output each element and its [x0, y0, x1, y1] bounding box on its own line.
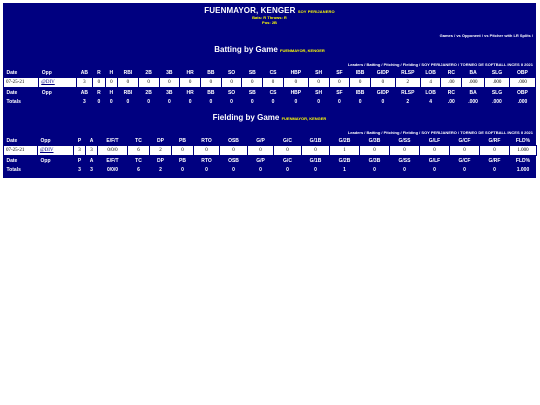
- col-header-lob: LOB: [425, 89, 436, 96]
- fielding-subtitle: FUENMAYOR, KENGER: [281, 116, 327, 121]
- col-header-3b: 3B: [166, 69, 173, 76]
- total-g-rf: 0: [493, 166, 496, 173]
- batting-title: [3, 45, 536, 54]
- opponent-cell[interactable]: [39, 78, 76, 88]
- col-header-h: H: [109, 69, 114, 76]
- col-header-rc: RC: [447, 89, 455, 96]
- col-header-rc: RC: [447, 69, 455, 76]
- cell-g-c: 0: [274, 146, 302, 156]
- total-g-3b: 0: [373, 166, 376, 173]
- total-e-f-t: 0/0/0: [106, 166, 119, 173]
- col-header-rlsp: RLSP: [401, 69, 415, 76]
- col-header-rto: RTO: [201, 157, 212, 164]
- player-name: FUENMAYOR, KENGER: [204, 6, 296, 15]
- cell-gidp: 0: [370, 78, 395, 88]
- total-rlsp: 2: [406, 98, 410, 105]
- opponent-cell[interactable]: [38, 146, 74, 156]
- stats-panel: [3, 3, 536, 178]
- col-header-g-1b: G/1B: [309, 157, 322, 164]
- cell-rto: 0: [194, 146, 220, 156]
- cell-g-2b: 1: [330, 146, 360, 156]
- total-gidp: 0: [381, 98, 385, 105]
- col-header-date: Date: [6, 89, 18, 96]
- total-opp: [38, 165, 74, 174]
- cell-tc: 6: [128, 146, 150, 156]
- total-slg: .000: [492, 98, 502, 105]
- col-header-osb: OSB: [228, 157, 239, 164]
- col-header-opp: Opp: [40, 137, 51, 144]
- cell-g-p: 0: [248, 146, 274, 156]
- cell-g-rf: 0: [480, 146, 510, 156]
- total-g-c: 0: [286, 166, 289, 173]
- cell-e-f-t: 0/0/0: [98, 146, 128, 156]
- total-3b: 0: [167, 98, 171, 105]
- col-header-bb: BB: [207, 89, 215, 96]
- col-header-g-c: G/C: [283, 137, 292, 144]
- col-header-sh: SH: [315, 69, 323, 76]
- cell-hbp: 0: [283, 78, 308, 88]
- team-link[interactable]: SOY PERIJANERO: [297, 9, 335, 14]
- batting-title-text: Batting by Game: [214, 45, 278, 54]
- col-header-r: R: [97, 69, 101, 76]
- totals-label: Totals: [6, 166, 21, 173]
- col-header-a: A: [89, 137, 94, 144]
- col-header-pb: PB: [179, 157, 186, 164]
- total-g-2b: 1: [343, 166, 346, 173]
- total-rbi: 0: [126, 98, 130, 105]
- opponent-link[interactable]: @DIV: [40, 148, 54, 153]
- col-header-g-1b: G/1B: [309, 137, 322, 144]
- total-hr: 0: [188, 98, 192, 105]
- cell-g-ss: 0: [390, 146, 420, 156]
- table-row: [4, 146, 537, 156]
- cell-rbi: 0: [118, 78, 139, 88]
- total-g-p: 0: [259, 166, 262, 173]
- col-header-rto: RTO: [201, 137, 212, 144]
- total-lob: 4: [429, 98, 432, 105]
- col-header-p: P: [77, 157, 82, 164]
- col-header-osb: OSB: [228, 137, 239, 144]
- fielding-title: [3, 113, 536, 122]
- total-a: 3: [90, 166, 93, 173]
- total-fldpct: 1.000: [516, 166, 530, 173]
- col-header-ab: AB: [80, 89, 88, 96]
- totals-label: Totals: [6, 98, 21, 105]
- batting-header-row-bottom: [4, 88, 536, 98]
- col-header-fldpct: FLD%: [515, 157, 531, 164]
- col-header-dp: DP: [157, 137, 164, 144]
- cell-ab: 3: [76, 78, 93, 88]
- player-header: [3, 6, 536, 15]
- fielding-table: [3, 136, 537, 174]
- col-header-sb: SB: [248, 89, 256, 96]
- col-header-opp: Opp: [41, 89, 52, 96]
- cell-date: 07-25-21: [4, 78, 39, 88]
- col-header-cs: CS: [269, 89, 277, 96]
- cell-sf: 0: [329, 78, 350, 88]
- cell-hr: 0: [180, 78, 201, 88]
- fielding-totals-row: [4, 165, 537, 174]
- total-tc: 6: [137, 166, 140, 173]
- col-header-hr: HR: [186, 89, 194, 96]
- total-bb: 0: [209, 98, 213, 105]
- cell-dp: 2: [150, 146, 172, 156]
- total-dp: 2: [159, 166, 162, 173]
- col-header-rlsp: RLSP: [401, 89, 415, 96]
- col-header-sb: SB: [248, 69, 256, 76]
- col-header-h: H: [109, 89, 114, 96]
- col-header-sh: SH: [315, 89, 323, 96]
- cell-fldpct: 1.000: [510, 146, 537, 156]
- fielding-nav-links[interactable]: Leaders / Batting / Pitching / Fielding / SOY PERIJANERO / TORNEO DE SOFTBALL INCES II 2021: [347, 130, 533, 135]
- col-header-g-3b: G/3B: [368, 157, 381, 164]
- col-header-3b: 3B: [166, 89, 173, 96]
- total-osb: 0: [232, 166, 235, 173]
- batting-table: [3, 68, 536, 106]
- total-ibb: 0: [358, 98, 362, 105]
- total-pb: 0: [181, 166, 184, 173]
- total-h: 0: [109, 98, 113, 105]
- opponent-link[interactable]: @DIV: [41, 80, 55, 85]
- cell-g-lf: 0: [420, 146, 450, 156]
- col-header-r: R: [97, 89, 101, 96]
- col-header-p: P: [77, 137, 82, 144]
- total-opp: [39, 97, 76, 106]
- col-header-dp: DP: [157, 157, 164, 164]
- col-header-ibb: IBB: [355, 89, 365, 96]
- col-header-date: Date: [6, 157, 18, 164]
- bats-throws: Bats: R Throws: R: [252, 15, 287, 20]
- cell-ibb: 0: [350, 78, 371, 88]
- cell-ba: .000: [462, 78, 485, 88]
- cell-sb: 0: [242, 78, 263, 88]
- cell-2b: 0: [138, 78, 159, 88]
- col-header-sf: SF: [336, 89, 343, 96]
- col-header-rbi: RBI: [123, 89, 133, 96]
- total-rto: 0: [205, 166, 208, 173]
- cell-g-1b: 0: [302, 146, 330, 156]
- col-header-e-f-t: E/F/T: [106, 137, 119, 144]
- col-header-g-lf: G/LF: [428, 137, 441, 144]
- cell-osb: 0: [220, 146, 248, 156]
- col-header-cs: CS: [269, 69, 277, 76]
- col-header-g-p: G/P: [256, 157, 265, 164]
- col-header-fldpct: FLD%: [515, 137, 531, 144]
- total-ab: 3: [82, 98, 86, 105]
- col-header-hbp: HBP: [290, 69, 302, 76]
- cell-cs: 0: [263, 78, 284, 88]
- col-header-so: SO: [227, 69, 236, 76]
- cell-bb: 0: [200, 78, 221, 88]
- col-header-slg: SLG: [491, 89, 503, 96]
- col-header-g-ss: G/SS: [398, 137, 411, 144]
- col-header-sf: SF: [336, 69, 343, 76]
- split-links[interactable]: Games / vs Opponent / vs Pitcher with LR Splits /: [439, 33, 533, 38]
- batting-totals-row: [4, 97, 536, 106]
- col-header-g-rf: G/RF: [488, 137, 501, 144]
- col-header-tc: TC: [135, 157, 142, 164]
- cell-pb: 0: [172, 146, 194, 156]
- col-header-2b: 2B: [145, 69, 152, 76]
- col-header-date: Date: [6, 69, 18, 76]
- fielding-header-row-bottom: [4, 156, 537, 166]
- total-r: 0: [97, 98, 101, 105]
- col-header-date: Date: [6, 137, 18, 144]
- cell-g-cf: 0: [450, 146, 480, 156]
- total-obp: .000: [517, 98, 528, 105]
- col-header-a: A: [89, 157, 94, 164]
- col-header-opp: Opp: [40, 157, 51, 164]
- cell-g-3b: 0: [360, 146, 390, 156]
- col-header-g-2b: G/2B: [338, 157, 351, 164]
- col-header-so: SO: [227, 89, 236, 96]
- total-sf: 0: [337, 98, 341, 105]
- total-sb: 0: [250, 98, 254, 105]
- col-header-gidp: GIDP: [376, 89, 390, 96]
- total-g-lf: 0: [433, 166, 436, 173]
- total-sh: 0: [317, 98, 321, 105]
- cell-lob: 4: [420, 78, 441, 88]
- total-g-ss: 0: [403, 166, 406, 173]
- col-header-bb: BB: [207, 69, 215, 76]
- col-header-g-cf: G/CF: [458, 157, 471, 164]
- cell-r: 0: [93, 78, 105, 88]
- batting-header-row: [4, 68, 536, 78]
- cell-sh: 0: [308, 78, 329, 88]
- col-header-lob: LOB: [425, 69, 436, 76]
- col-header-gidp: GIDP: [376, 69, 390, 76]
- table-row: [4, 78, 536, 88]
- fielding-title-text: Fielding by Game: [212, 113, 280, 122]
- col-header-g-lf: G/LF: [428, 157, 441, 164]
- col-header-g-p: G/P: [256, 137, 265, 144]
- total-rc: .00: [447, 98, 455, 105]
- col-header-ibb: IBB: [355, 69, 365, 76]
- cell-h: 0: [105, 78, 117, 88]
- fielding-header-row: [4, 136, 537, 146]
- col-header-g-cf: G/CF: [458, 137, 471, 144]
- total-hbp: 0: [294, 98, 298, 105]
- batting-nav-links[interactable]: Leaders / Batting / Pitching / Fielding / SOY PERIJANERO / TORNEO DE SOFTBALL INCES II 2021: [347, 62, 533, 67]
- cell-a: 3: [86, 146, 98, 156]
- cell-p: 3: [74, 146, 86, 156]
- col-header-pb: PB: [179, 137, 186, 144]
- col-header-rbi: RBI: [123, 69, 133, 76]
- col-header-ab: AB: [80, 69, 88, 76]
- cell-date: 07-25-21: [4, 146, 38, 156]
- total-g-1b: 0: [314, 166, 317, 173]
- col-header-hr: HR: [186, 69, 194, 76]
- col-header-ba: BA: [469, 89, 477, 96]
- col-header-2b: 2B: [145, 89, 152, 96]
- cell-rc: .00: [441, 78, 462, 88]
- col-header-g-3b: G/3B: [368, 137, 381, 144]
- col-header-g-c: G/C: [283, 157, 292, 164]
- col-header-tc: TC: [135, 137, 142, 144]
- col-header-hbp: HBP: [290, 89, 302, 96]
- total-2b: 0: [147, 98, 151, 105]
- total-ba: .000: [468, 98, 478, 105]
- col-header-slg: SLG: [491, 69, 503, 76]
- total-g-cf: 0: [463, 166, 466, 173]
- cell-3b: 0: [159, 78, 180, 88]
- cell-rlsp: 2: [395, 78, 420, 88]
- col-header-g-2b: G/2B: [338, 137, 351, 144]
- position: Pos: 2B: [262, 20, 277, 25]
- col-header-ba: BA: [469, 69, 477, 76]
- col-header-g-ss: G/SS: [398, 157, 411, 164]
- col-header-obp: OBP: [517, 89, 528, 96]
- cell-so: 0: [221, 78, 242, 88]
- col-header-e-f-t: E/F/T: [106, 157, 119, 164]
- col-header-obp: OBP: [517, 69, 528, 76]
- col-header-g-rf: G/RF: [488, 157, 501, 164]
- total-p: 3: [78, 166, 81, 173]
- batting-subtitle: FUENMAYOR, KENGER: [280, 48, 325, 53]
- cell-slg: .000: [485, 78, 510, 88]
- col-header-opp: Opp: [41, 69, 52, 76]
- total-so: 0: [230, 98, 233, 105]
- total-cs: 0: [271, 98, 275, 105]
- cell-obp: .000: [509, 78, 535, 88]
